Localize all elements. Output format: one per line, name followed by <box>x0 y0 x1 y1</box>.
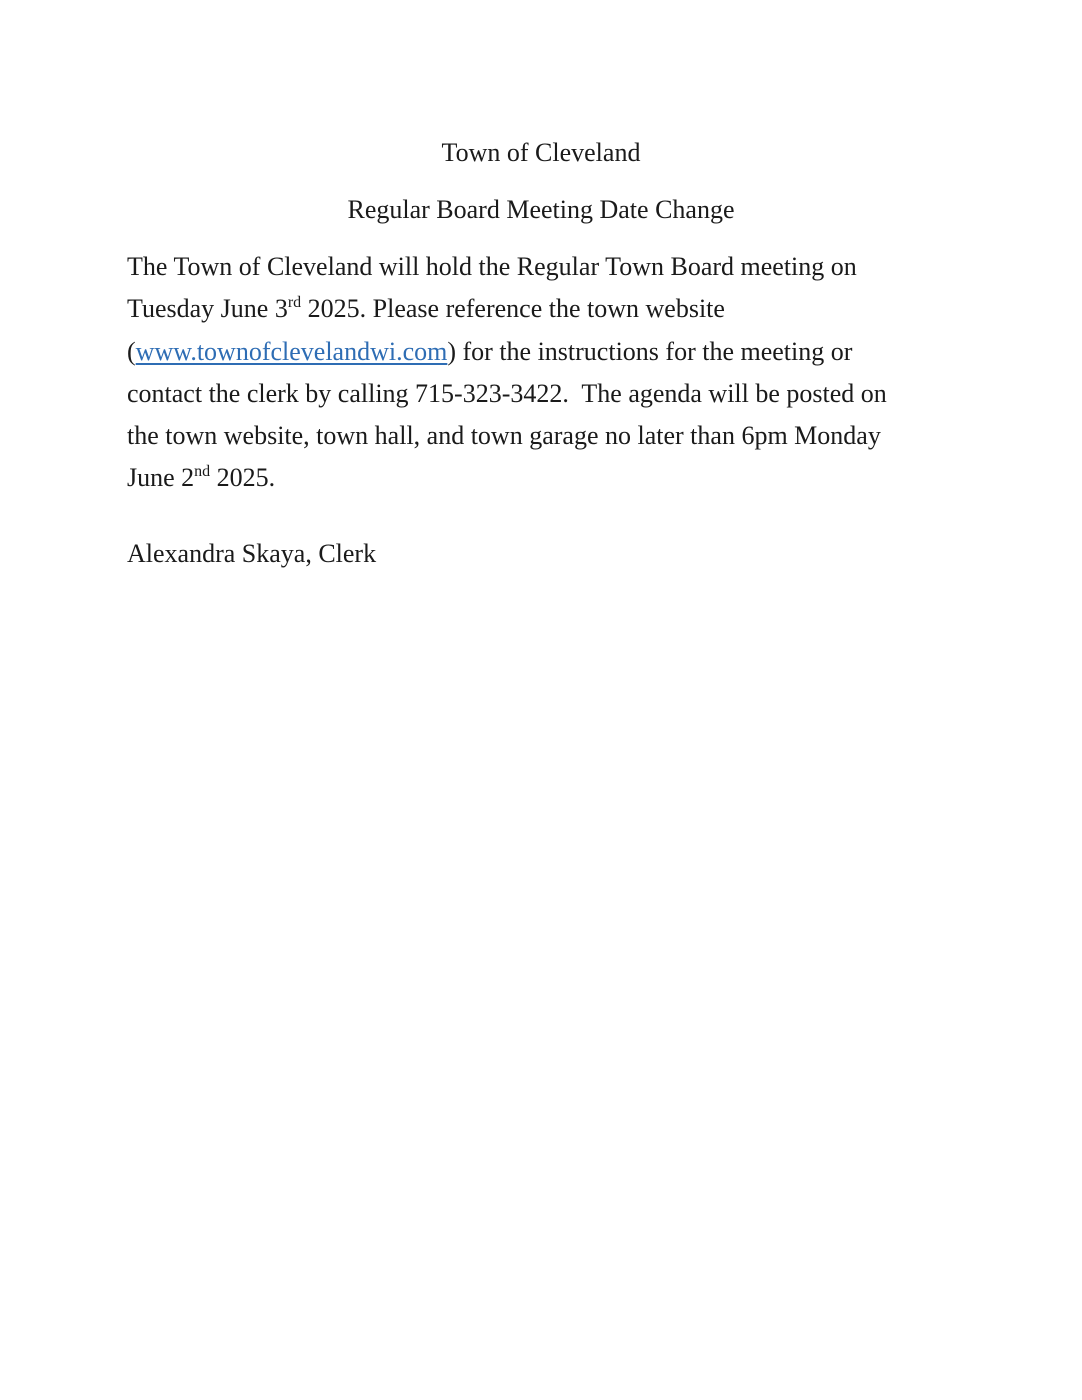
body-line-2-text-a: Tuesday June 3 <box>127 294 288 324</box>
notice-subtitle: Regular Board Meeting Date Change <box>347 195 735 224</box>
body-line-5: the town website, town hall, and town garage no later than 6pm Monday <box>127 421 881 451</box>
notice-body <box>127 251 987 505</box>
clerk-signature: Alexandra Skaya, Clerk <box>127 539 377 568</box>
ordinal-superscript: rd <box>287 294 302 312</box>
body-line-6 <box>127 462 987 504</box>
ordinal-superscript: nd <box>194 463 211 481</box>
body-line-2-text-b: 2025. Please reference the town website <box>301 294 725 324</box>
notice-title: Town of Cleveland <box>441 138 641 167</box>
body-line-2 <box>127 293 987 335</box>
body-line-4: contact the clerk by calling 715-323-3422. The agenda will be posted on <box>127 378 887 408</box>
body-line-3-text: ) for the instructions for the meeting or <box>447 336 853 366</box>
body-line-6-text-b: 2025. <box>210 463 276 493</box>
town-website-link[interactable]: www.townofclevelandwi.com <box>135 336 448 366</box>
body-line-3 <box>127 336 987 378</box>
body-line-1: The Town of Cleveland will hold the Regular Town Board meeting on <box>127 252 857 281</box>
body-line-6-text-a: June 2 <box>127 463 195 493</box>
open-paren: ( <box>127 336 136 366</box>
